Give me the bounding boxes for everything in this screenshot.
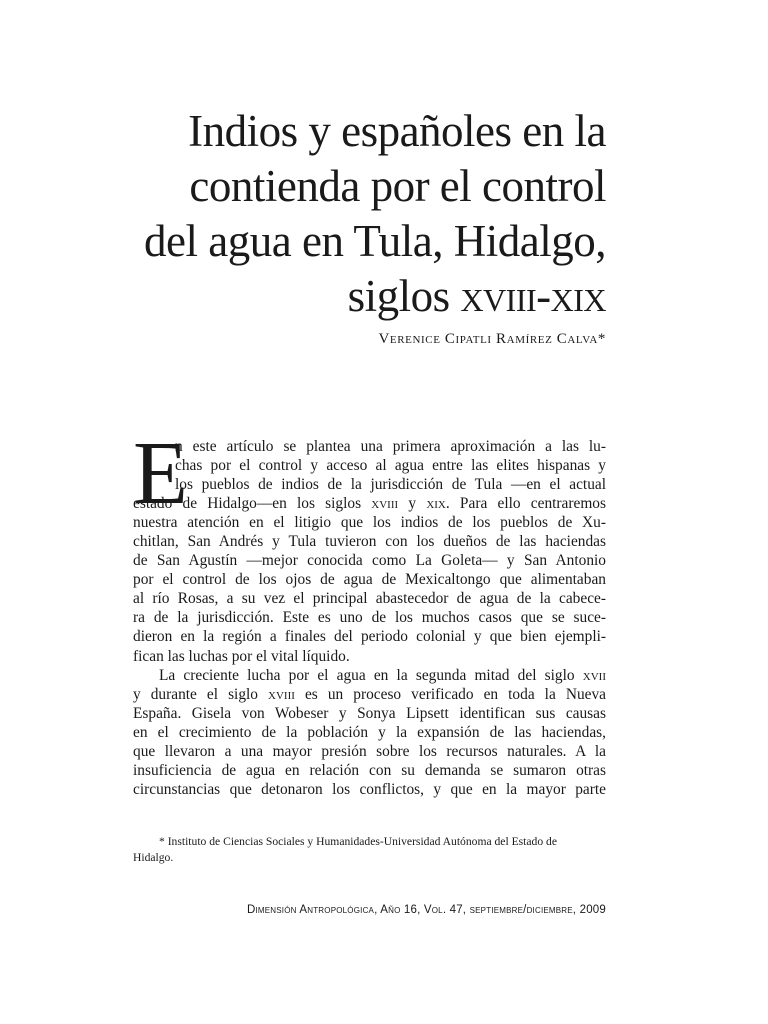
- footnote-line-1: * Instituto de Ciencias Sociales y Humanidades-Universidad Autónoma del Estado de: [159, 835, 557, 848]
- article-body: [133, 437, 606, 799]
- body-line: La creciente lucha por el agua en la segunda mitad del siglo xvii: [159, 666, 606, 684]
- body-line: nuestra atención en el litigio que los indios de los pueblos de Xu-: [133, 514, 606, 532]
- body-line: dieron en la región a finales del periodo colonial y que bien ejempli-: [133, 628, 606, 646]
- body-line: España. Gisela von Wobeser y Sonya Lipsett identifican sus causas: [133, 704, 606, 722]
- body-line: los pueblos de indios de la jurisdicción de Tula —en el actual: [175, 476, 606, 494]
- body-line: ra de la jurisdicción. Este es uno de los muchos casos que se suce-: [133, 609, 606, 627]
- body-line: por el control de los ojos de agua de Mexicaltongo que alimentaban: [133, 571, 606, 589]
- footnote: [133, 834, 606, 866]
- body-line: circunstancias que detonaron los conflictos, y que en la mayor parte: [133, 780, 606, 798]
- title-line-2: contienda por el control: [189, 161, 606, 211]
- paragraph-1: [133, 437, 606, 666]
- title-line-3: del agua en Tula, Hidalgo,: [144, 216, 606, 266]
- body-line: insuficiencia de agua en relación con su demanda se sumaron otras: [133, 761, 606, 779]
- author-name: Verenice Cipatli Ramírez Calva*: [378, 331, 606, 347]
- title-line-1: Indios y españoles en la: [188, 106, 606, 156]
- body-line: chas por el control y acceso al agua entre las elites hispanas y: [175, 457, 606, 475]
- footnote-line-2: Hidalgo.: [133, 851, 174, 864]
- body-line: al río Rosas, a su vez el principal abastecedor de agua de la cabece-: [133, 590, 606, 608]
- body-line: fican las luchas por el vital líquido.: [133, 647, 350, 665]
- title-line-4-prefix: siglos: [347, 271, 461, 321]
- body-line: estado de Hidalgo—en los siglos xviii y xix. Para ello centraremos: [133, 495, 606, 513]
- body-line: en el crecimiento de la población y la expansión de las haciendas,: [133, 723, 606, 741]
- body-line: que llevaron a una mayor presión sobre los recursos naturales. A la: [133, 742, 606, 760]
- title-centuries: xviii-xix: [460, 271, 606, 321]
- body-line: y durante el siglo xviii es un proceso verificado en toda la Nueva: [133, 685, 606, 703]
- body-line: n este artículo se plantea una primera aproximación a las lu-: [175, 438, 606, 455]
- paragraph-2: [133, 666, 606, 799]
- running-footer: Dimensión Antropológica, Año 16, Vol. 47, septiembre/diciembre, 2009: [246, 904, 606, 916]
- article-title: [46, 104, 606, 324]
- body-line: chitlan, San Andrés y Tula tuvieron con los dueños de las haciendas: [133, 533, 606, 551]
- drop-cap: E: [133, 424, 188, 523]
- body-line: de San Agustín —mejor conocida como La Goleta— y San Antonio: [133, 552, 606, 570]
- title-line-4: [46, 269, 606, 324]
